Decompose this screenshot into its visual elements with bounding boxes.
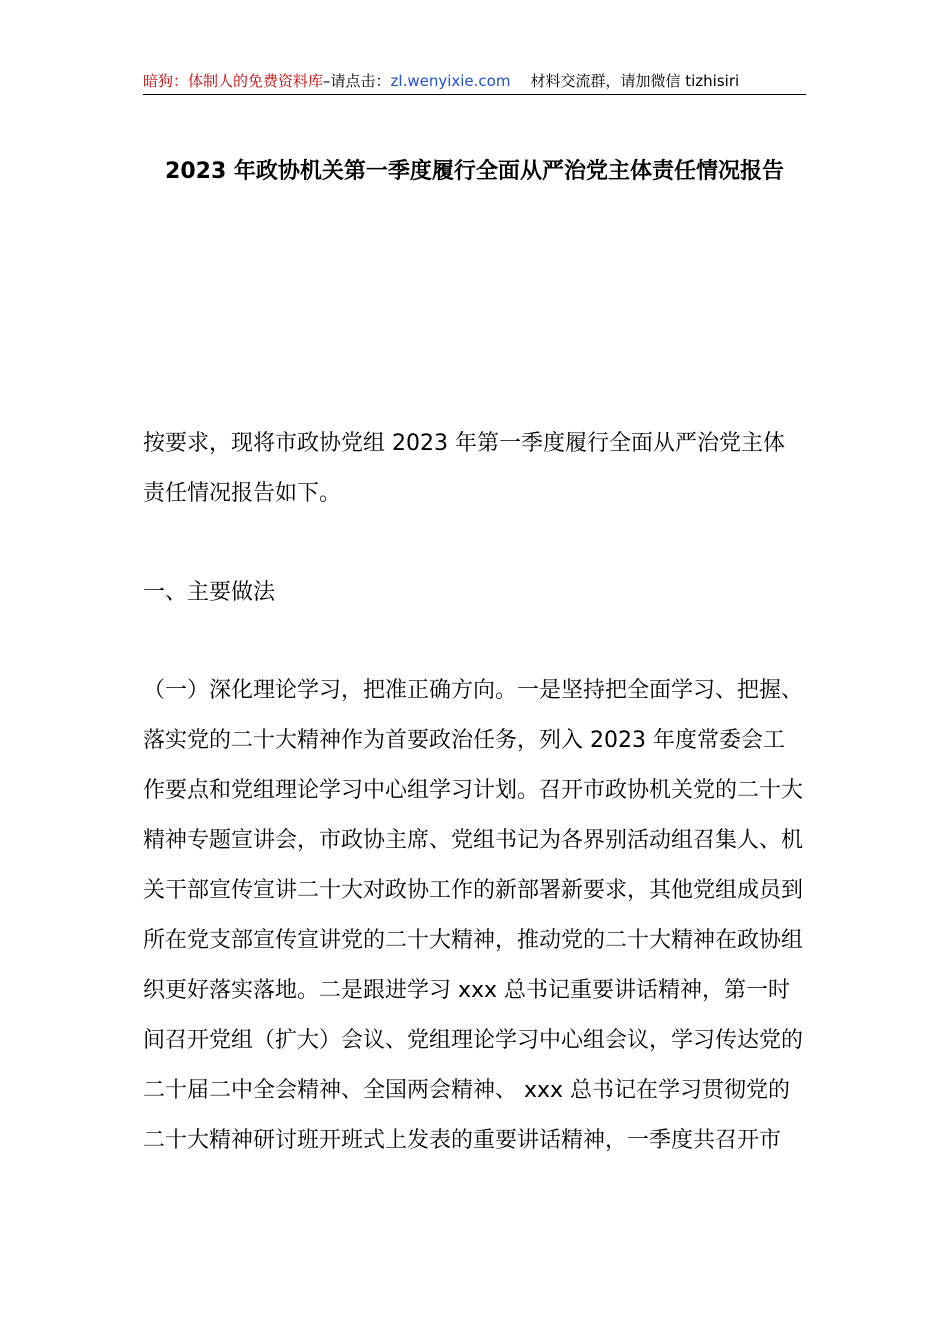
section-heading: 一、主要做法 [143, 580, 276, 605]
header-prompt: –请点击： [323, 72, 391, 90]
header-link[interactable]: zl.wenyixie.com [390, 72, 511, 90]
page-header [143, 68, 806, 95]
body-paragraph: （一）深化理论学习，把准正确方向。一是坚持把全面学习、把握、落实党的二十大精神作为首要政治任务，列入 2023 年度常委会工作要点和党组理论学习中心组学习计划。召开市政协机关党的二十大精神专题宣讲会，市政协主席、党组书记为各界别活动组召集人、机关干部宣传宣讲二十大对政协工作的新部署新要求，其他党组成员到所在党支部宣传宣讲党的二十大精神，推动党的二十大精神在政协组织更好落实落地。二是跟进学习 xxx 总书记重要讲话精神，第一时间召开党组（扩大）会议、党组理论学习中心组会议，学习传达党的二十届二中全会精神、全国两会精神、 xxx 总书记在学习贯彻党的二十大精神研讨班开班式上发表的重要讲话精神，一季度共召开市 [143, 678, 804, 1153]
document-title: 2023 年政协机关第一季度履行全面从严治党主体责任情况报告 [165, 159, 784, 184]
header-contact: 材料交流群，请加微信 tizhisiri [530, 72, 740, 90]
intro-paragraph: 按要求，现将市政协党组 2023 年第一季度履行全面从严治党主体责任情况报告如下。 [143, 431, 785, 506]
header-brand: 暗狗：体制人的免费资料库 [143, 72, 324, 90]
